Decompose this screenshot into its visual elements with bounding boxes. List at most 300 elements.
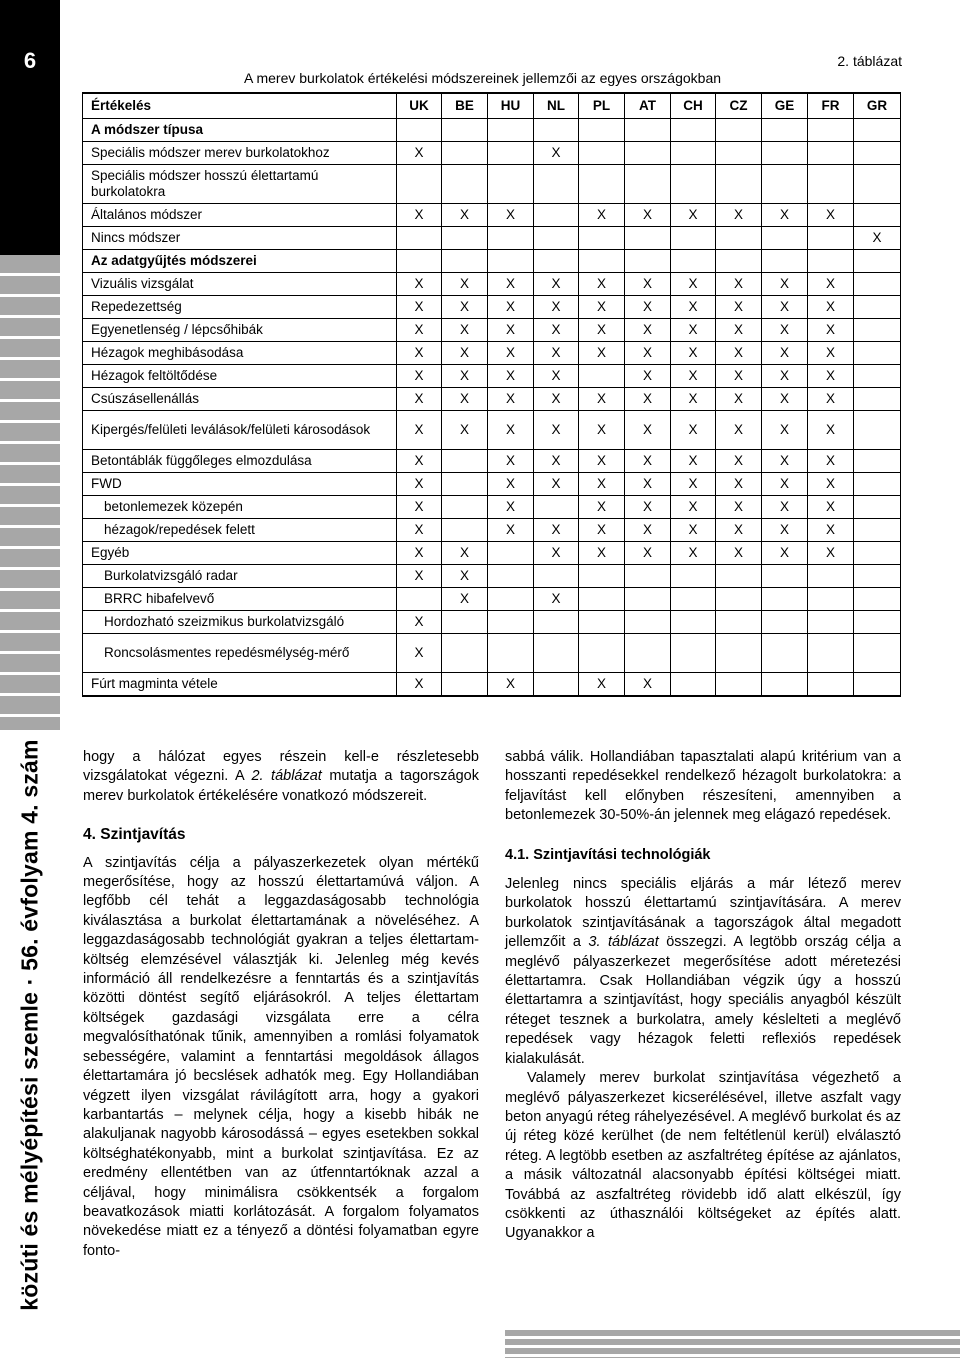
mark-cell [762,673,808,697]
mark-cell [854,565,901,588]
page-number: 6 [23,48,37,73]
row-label: Egyenetlenség / lépcsőhibák [83,319,397,342]
table-row [83,296,901,319]
mark-cell: X [671,473,716,496]
mark-cell: X [534,519,579,542]
mark-cell: X [488,473,534,496]
table-row [83,342,901,365]
row-label: Speciális módszer hosszú élettartamú burkolatokra [83,165,397,204]
mark-cell: X [625,542,671,565]
mark-cell [808,588,854,611]
mark-cell: X [442,411,488,450]
mark-cell [579,565,625,588]
mark-cell [579,227,625,250]
mark-cell: X [488,273,534,296]
mark-cell: X [625,273,671,296]
mark-cell [625,634,671,673]
mark-cell [854,388,901,411]
mark-cell: X [442,565,488,588]
mark-cell [854,319,901,342]
mark-cell [579,611,625,634]
mark-cell [625,565,671,588]
table-row [83,273,901,296]
mark-cell: X [625,365,671,388]
mark-cell [671,588,716,611]
mark-cell: X [762,342,808,365]
mark-cell: X [397,634,442,673]
mark-cell [671,142,716,165]
mark-cell [762,250,808,273]
country-header: UK [397,93,442,119]
mark-cell: X [442,273,488,296]
mark-cell [854,204,901,227]
mark-cell: X [579,273,625,296]
row-label: betonlemezek közepén [83,496,397,519]
mark-cell: X [442,204,488,227]
paragraph: Valamely merev burkolat szintjavítása végezhető a meglévő pályaszerkezet kicserélésével, illetve aszfalt vagy beton anyagú réteg ráhelyezésével. A meglévő burkolat és az új réteg közé kerülhet (de nem feltétlenül kerül) elválasztó réteg. A legtöbb esetben az aszfaltréteg építése az ajánlatos, a másik változatnál alacsonyabb építési költségei miatt. Továbbá az aszfaltréteg rövidebb idő alatt elkészül, így csökkenti az úthasználói költségeket az építés alatt. Ugyanakkor a [505,1070,901,1242]
mark-cell [808,142,854,165]
mark-cell: X [625,450,671,473]
table-row [83,519,901,542]
mark-cell [534,250,579,273]
mark-cell: X [625,319,671,342]
mark-cell [716,634,762,673]
row-label: Speciális módszer merev burkolatokhoz [83,142,397,165]
mark-cell: X [716,473,762,496]
mark-cell [854,411,901,450]
mark-cell: X [442,542,488,565]
mark-cell: X [671,388,716,411]
mark-cell: X [716,411,762,450]
table-row [83,142,901,165]
row-label: A módszer típusa [83,119,397,142]
mark-cell: X [534,142,579,165]
table-row [83,496,901,519]
mark-cell [716,565,762,588]
mark-cell [716,588,762,611]
mark-cell: X [579,319,625,342]
mark-cell: X [625,496,671,519]
mark-cell [442,119,488,142]
mark-cell [442,450,488,473]
mark-cell: X [579,496,625,519]
mark-cell [534,165,579,204]
mark-cell: X [716,450,762,473]
mark-cell: X [808,411,854,450]
table-row [83,165,901,204]
mark-cell [671,634,716,673]
mark-cell: X [442,365,488,388]
mark-cell: X [671,519,716,542]
mark-cell [534,227,579,250]
mark-cell [854,611,901,634]
evaluation-table [82,92,901,697]
mark-cell [716,165,762,204]
mark-cell [488,634,534,673]
table-row [83,450,901,473]
mark-cell [671,119,716,142]
mark-cell: X [716,519,762,542]
mark-cell: X [534,411,579,450]
mark-cell: X [625,473,671,496]
mark-cell [671,565,716,588]
mark-cell [488,588,534,611]
mark-cell: X [488,365,534,388]
mark-cell [579,165,625,204]
mark-cell: X [808,273,854,296]
mark-cell [808,227,854,250]
row-label: Hézagok feltöltődése [83,365,397,388]
mark-cell [579,250,625,273]
mark-cell: X [579,473,625,496]
mark-cell [854,273,901,296]
table-row [83,411,901,450]
mark-cell: X [488,519,534,542]
mark-cell [397,227,442,250]
mark-cell: X [534,542,579,565]
mark-cell: X [808,388,854,411]
mark-cell: X [854,227,901,250]
country-header: CH [671,93,716,119]
mark-cell: X [488,319,534,342]
mark-cell [534,204,579,227]
table-row [83,673,901,697]
mark-cell: X [808,365,854,388]
row-label: Roncsolásmentes repedésmélység-mérő [83,634,397,673]
mark-cell [854,119,901,142]
mark-cell: X [579,542,625,565]
mark-cell: X [397,411,442,450]
mark-cell [854,473,901,496]
mark-cell: X [716,542,762,565]
table-row [83,588,901,611]
mark-cell [488,250,534,273]
row-label: Repedezettség [83,296,397,319]
mark-cell [762,565,808,588]
mark-cell: X [442,588,488,611]
mark-cell: X [579,450,625,473]
mark-cell: X [488,388,534,411]
mark-cell: X [534,588,579,611]
mark-cell: X [488,496,534,519]
row-label: Az adatgyűjtés módszerei [83,250,397,273]
row-label: Hézagok meghibásodása [83,342,397,365]
mark-cell: X [397,542,442,565]
mark-cell [534,496,579,519]
paragraph-text: hogy a hálózat egyes részein kell-e részletesebb vizsgálatokat végezni. A [83,749,479,785]
mark-cell [534,565,579,588]
mark-cell: X [534,473,579,496]
mark-cell: X [488,296,534,319]
mark-cell [442,142,488,165]
mark-cell [625,250,671,273]
paragraph-text: Jelenleg nincs speciális eljárás a már létező merev burkolatok hosszú élettartamú szintjavítására. A merev burkolatok szintjavításának a tagországok által megadott jellemzőit a [505,876,901,951]
mark-cell: X [579,519,625,542]
mark-cell: X [716,496,762,519]
mark-cell: X [762,365,808,388]
text-column-left [83,748,479,1261]
mark-cell [716,250,762,273]
mark-cell [625,611,671,634]
mark-cell [716,673,762,697]
table-row [83,365,901,388]
mark-cell: X [716,342,762,365]
mark-cell [854,634,901,673]
mark-cell: X [442,342,488,365]
mark-cell: X [716,365,762,388]
mark-cell [625,165,671,204]
table-row [83,319,901,342]
mark-cell: X [442,296,488,319]
mark-cell: X [579,204,625,227]
page-tab [0,0,60,255]
mark-cell [625,142,671,165]
mark-cell: X [808,519,854,542]
mark-cell: X [397,142,442,165]
mark-cell: X [671,204,716,227]
mark-cell [397,165,442,204]
mark-cell: X [625,388,671,411]
paragraph: A szintjavítás célja a pályaszerkezetek olyan mértékű megerősítése, hogy az hosszú élettartamúvá váljon. A legfőbb cél tehát a leggazdaságosabb technológia kiválasztása a burkolat élettartamának a növeléséhez. A leggazdaságosabb technológiát gyakran a teljes élettartam-költség elemzésével választják ki. Jelenleg még kevés információ áll rendelkezésre a fenntartás és a szintjavítás közötti döntést segítő eljárásokról. A teljes élettartam költségek gazdasági vizsgálata erre a célra megvalósíthatónak tűnik, amennyiben a romlási folyamatok sebességére, valamint a fenntartási megoldások állagos élettartamára jó becslések adhatók meg. Egy Hollandiában végzett ilyen vizsgálat rávilágított arra, hogy a gyakori karbantartás – melynek célja, hogy a kisebb hibák ne alakuljanak nagyobb károsodássá – egyes esetekben sokkal költséghatékonyabb, mint a burkolat szintjavítása. Ez az eredmény ellentétben van az útfenntartóknak azzal a céljával, hogy minimálisra csökkentsék a forgalom beavatkozások miatti korlátozását. A forgalom folyamatos növekedése miatt ez a tényező a döntési folyamatban egyre fonto- [83,854,479,1259]
row-label: Burkolatvizsgáló radar [83,565,397,588]
mark-cell: X [808,473,854,496]
mark-cell: X [808,204,854,227]
mark-cell: X [671,365,716,388]
mark-cell: X [397,473,442,496]
mark-cell [762,119,808,142]
row-label: Egyéb [83,542,397,565]
mark-cell: X [808,319,854,342]
journal-name: közúti és mélyépítési szemle · 56. évfolyam 4. szám [16,739,43,1311]
mark-cell [762,142,808,165]
mark-cell: X [397,296,442,319]
mark-cell [442,496,488,519]
row-label: BRRC hibafelvevő [83,588,397,611]
paragraph: sabbá válik. Hollandiában tapasztalati alapú kritérium van a hosszanti repedésekkel rendelkező hézagolt burkolatokra: a feljavítást kell előnyben részesíteni, amennyiben a betonlemezek 30-50%-án jelennek meg elágazó repedések. [505,749,901,824]
mark-cell [854,165,901,204]
mark-cell [442,519,488,542]
table-reference: 3. táblázat [588,934,659,951]
mark-cell: X [397,273,442,296]
table-row [83,634,901,673]
mark-cell: X [762,204,808,227]
mark-cell [625,227,671,250]
mark-cell: X [671,542,716,565]
row-label: Nincs módszer [83,227,397,250]
mark-cell: X [671,319,716,342]
mark-cell [808,673,854,697]
mark-cell [397,588,442,611]
mark-cell [442,473,488,496]
mark-cell [442,673,488,697]
mark-cell: X [397,365,442,388]
mark-cell [808,250,854,273]
mark-cell: X [625,519,671,542]
mark-cell [716,611,762,634]
mark-cell: X [397,388,442,411]
bottom-stripes [505,1330,960,1358]
table-caption: A merev burkolatok értékelési módszereinek jellemzői az egyes országokban [244,70,722,86]
country-header: PL [579,93,625,119]
mark-cell: X [534,296,579,319]
mark-cell: X [808,450,854,473]
mark-cell [625,588,671,611]
country-header: CZ [716,93,762,119]
mark-cell: X [716,296,762,319]
mark-cell: X [716,319,762,342]
mark-cell: X [488,673,534,697]
mark-cell [488,565,534,588]
mark-cell: X [488,411,534,450]
mark-cell: X [397,519,442,542]
header-cell: Értékelés [83,93,397,119]
mark-cell [442,227,488,250]
mark-cell [854,365,901,388]
mark-cell: X [488,342,534,365]
mark-cell: X [625,342,671,365]
mark-cell [854,142,901,165]
mark-cell: X [808,342,854,365]
row-label: Betontáblák függőleges elmozdulása [83,450,397,473]
mark-cell [854,673,901,697]
mark-cell: X [397,565,442,588]
mark-cell [762,634,808,673]
mark-cell: X [762,542,808,565]
row-label: Általános módszer [83,204,397,227]
row-label: Hordozható szeizmikus burkolatvizsgáló [83,611,397,634]
mark-cell: X [762,388,808,411]
mark-cell [488,119,534,142]
mark-cell [671,250,716,273]
mark-cell [854,542,901,565]
section-heading: 4. Szintjavítás [83,826,186,844]
mark-cell: X [534,273,579,296]
mark-cell [808,119,854,142]
row-label: Vizuális vizsgálat [83,273,397,296]
mark-cell [579,588,625,611]
mark-cell: X [808,296,854,319]
mark-cell [854,519,901,542]
mark-cell: X [397,319,442,342]
mark-cell: X [579,342,625,365]
table-row [83,204,901,227]
mark-cell [854,250,901,273]
mark-cell [397,250,442,273]
mark-cell [808,565,854,588]
mark-cell [534,119,579,142]
table-row [83,542,901,565]
mark-cell: X [762,450,808,473]
mark-cell: X [579,673,625,697]
mark-cell: X [671,450,716,473]
mark-cell: X [397,204,442,227]
table-row [83,227,901,250]
mark-cell [534,634,579,673]
country-header: GR [854,93,901,119]
row-label: hézagok/repedések felett [83,519,397,542]
mark-cell [534,611,579,634]
mark-cell: X [579,388,625,411]
table-reference: 2. táblázat [251,768,322,785]
mark-cell [671,611,716,634]
mark-cell [854,296,901,319]
mark-cell [488,611,534,634]
row-label: Csúszásellenállás [83,388,397,411]
mark-cell [808,634,854,673]
mark-cell [716,227,762,250]
mark-cell [671,165,716,204]
mark-cell [625,119,671,142]
mark-cell [716,142,762,165]
mark-cell [671,673,716,697]
mark-cell: X [397,450,442,473]
paragraph-text: összegzi. A legtöbb ország célja a meglévő pályaszerkezet megerősítése adott méretezési élettartamra. Csak Hollandiában végzik úgy a hosszú élettartamra a szintjavítást, hogy speciális anyagból készült réteget tesznek a burkolatra, amely késlelteti a meglévő repedések vagy hézagok feletti reflexiós repedések kialakulását. [505,934,901,1067]
country-header: BE [442,93,488,119]
mark-cell [808,165,854,204]
row-label: Kipergés/felületi leválások/felületi károsodások [83,411,397,450]
mark-cell [854,588,901,611]
mark-cell: X [716,204,762,227]
mark-cell [488,227,534,250]
mark-cell [579,365,625,388]
mark-cell: X [397,496,442,519]
mark-cell [488,142,534,165]
mark-cell: X [762,296,808,319]
mark-cell: X [442,388,488,411]
mark-cell: X [671,273,716,296]
table-label: 2. táblázat [837,53,902,69]
mark-cell [808,611,854,634]
mark-cell: X [671,411,716,450]
mark-cell [488,542,534,565]
mark-cell: X [762,319,808,342]
mark-cell [762,611,808,634]
mark-cell [716,119,762,142]
mark-cell [762,588,808,611]
mark-cell: X [534,342,579,365]
mark-cell [442,250,488,273]
table-row [83,388,901,411]
mark-cell: X [534,365,579,388]
country-header: NL [534,93,579,119]
mark-cell: X [716,388,762,411]
mark-cell: X [534,319,579,342]
paragraph-text: mutatja a tagországok merev burkolatok értékelésére vonatkozó módszereit. [83,768,479,804]
country-header: HU [488,93,534,119]
mark-cell [854,342,901,365]
table-row [83,250,901,273]
mark-cell [442,634,488,673]
mark-cell: X [762,519,808,542]
mark-cell: X [762,411,808,450]
row-label: Fúrt magminta vétele [83,673,397,697]
mark-cell: X [397,611,442,634]
table-row [83,611,901,634]
mark-cell [579,634,625,673]
mark-cell: X [534,450,579,473]
mark-cell: X [671,496,716,519]
mark-cell: X [625,673,671,697]
country-header: AT [625,93,671,119]
mark-cell: X [762,273,808,296]
mark-cell: X [625,411,671,450]
mark-cell [671,227,716,250]
table-row [83,473,901,496]
mark-cell: X [488,450,534,473]
mark-cell [442,165,488,204]
mark-cell [579,142,625,165]
mark-cell: X [716,273,762,296]
